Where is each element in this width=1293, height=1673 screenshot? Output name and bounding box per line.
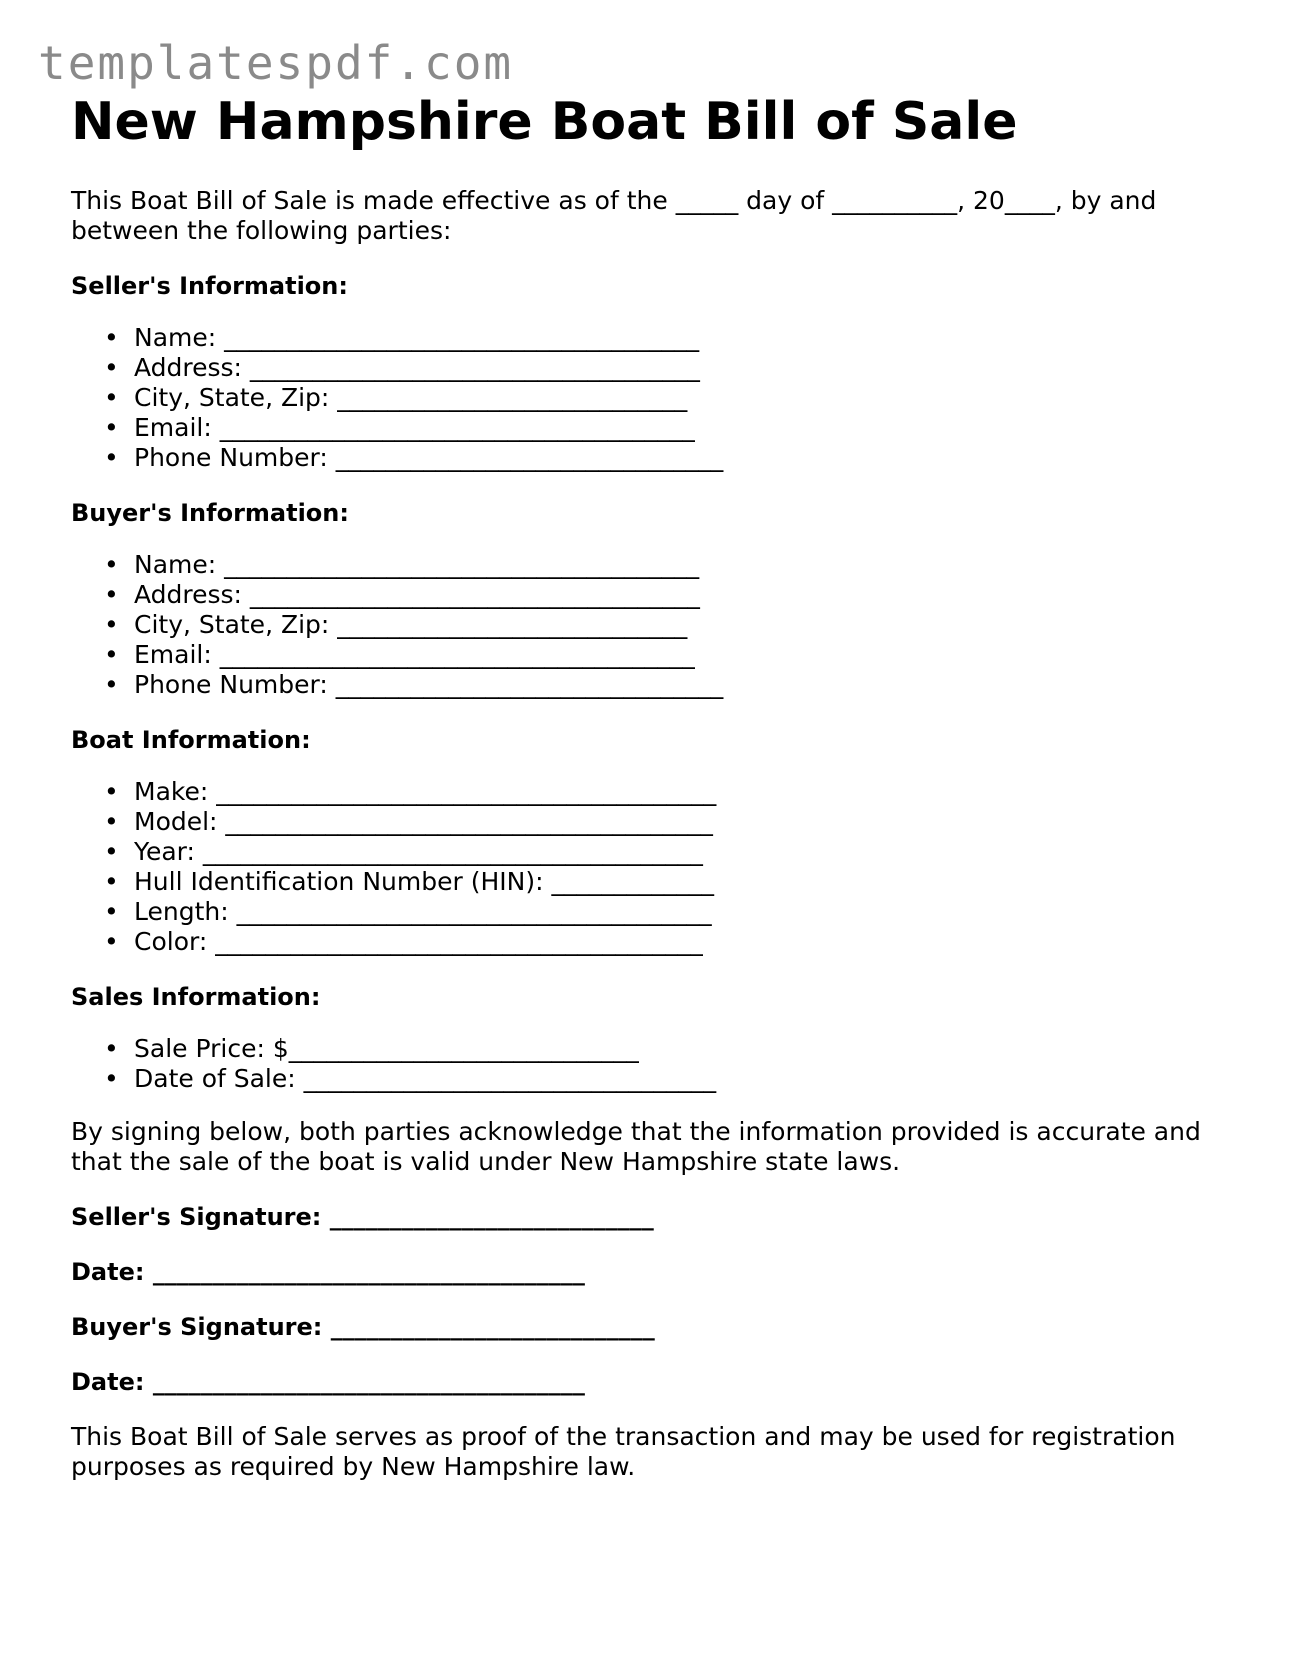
buyer-email-field: • Email: ______________________________________	[134, 640, 1231, 670]
boat-length-field: • Length: ______________________________________	[134, 897, 1231, 927]
boat-model-field: • Model: _______________________________________	[134, 807, 1231, 837]
buyer-date-line: Date: ____________________________________	[71, 1368, 585, 1396]
watermark-text: templatespdf.com	[38, 36, 514, 90]
buyer-heading: Buyer's Information:	[71, 499, 349, 527]
buyer-phone-field: • Phone Number: _______________________________	[134, 670, 1231, 700]
seller-date-line: Date: ____________________________________	[71, 1258, 585, 1286]
boat-info-list	[71, 777, 1231, 957]
closing-paragraph: This Boat Bill of Sale serves as proof of the transaction and may be used for registration purposes as required by New Hampshire law.	[71, 1422, 1176, 1481]
buyer-address-field: • Address: ____________________________________	[134, 580, 1231, 610]
seller-name-field: • Name: ______________________________________	[134, 323, 1231, 353]
boat-heading: Boat Information:	[71, 726, 311, 754]
boat-year-field: • Year: ________________________________________	[134, 837, 1231, 867]
acknowledgment-paragraph: By signing below, both parties acknowledge that the information provided is accurate and that the sale of the boat is valid under New Hampshire state laws.	[71, 1117, 1201, 1176]
seller-signature-line: Seller's Signature: ___________________________	[71, 1203, 654, 1231]
seller-heading: Seller's Information:	[71, 272, 348, 300]
seller-address-field: • Address: ____________________________________	[134, 353, 1231, 383]
buyer-info-list	[71, 550, 1231, 700]
sale-date-field: • Date of Sale: _________________________________	[134, 1064, 1231, 1094]
sales-heading: Sales Information:	[71, 983, 321, 1011]
sale-price-field: • Sale Price: $____________________________	[134, 1034, 1231, 1064]
seller-email-field: • Email: ______________________________________	[134, 413, 1231, 443]
seller-city-state-zip-field: • City, State, Zip: ____________________________	[134, 383, 1231, 413]
buyer-name-field: • Name: ______________________________________	[134, 550, 1231, 580]
boat-color-field: • Color: _______________________________________	[134, 927, 1231, 957]
document-title: New Hampshire Boat Bill of Sale	[71, 92, 1018, 152]
buyer-city-state-zip-field: • City, State, Zip: ____________________________	[134, 610, 1231, 640]
buyer-signature-line: Buyer's Signature: ___________________________	[71, 1313, 655, 1341]
seller-info-list	[71, 323, 1231, 473]
boat-hin-field: • Hull Identification Number (HIN): _____________	[134, 867, 1231, 897]
sales-info-list	[71, 1034, 1231, 1094]
boat-make-field: • Make: ________________________________________	[134, 777, 1231, 807]
intro-paragraph: This Boat Bill of Sale is made effective as of the _____ day of __________, 20____, by and between the following parties:	[71, 186, 1157, 245]
seller-phone-field: • Phone Number: _______________________________	[134, 443, 1231, 473]
document-body	[71, 90, 1231, 1482]
